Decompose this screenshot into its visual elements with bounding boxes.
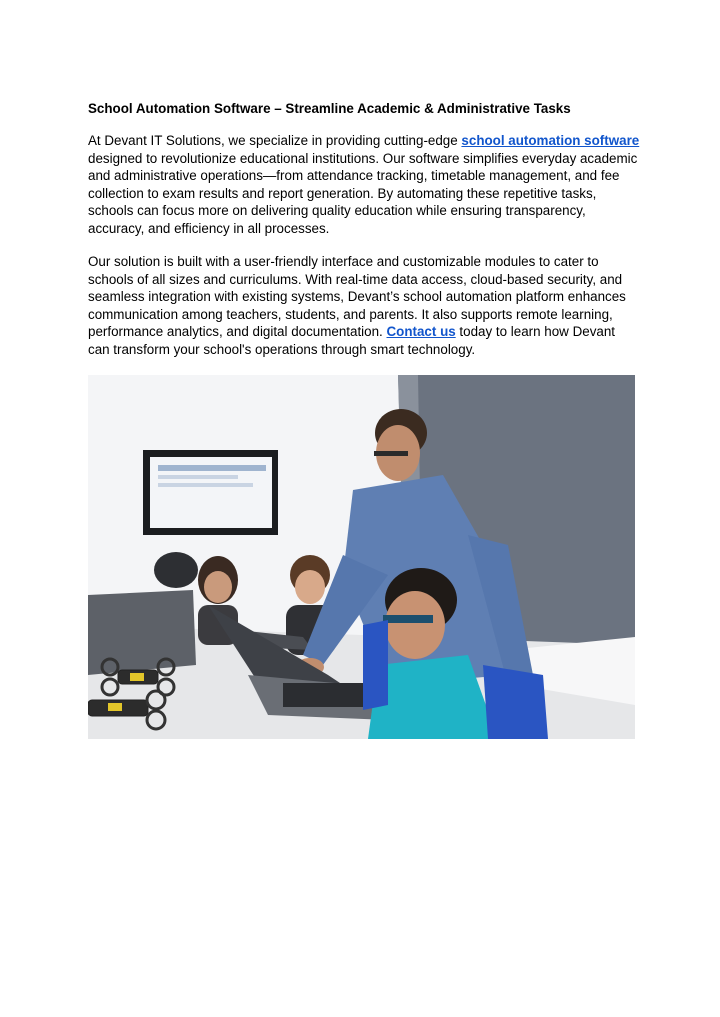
contact-us-link[interactable]: Contact us bbox=[386, 324, 456, 340]
classroom-illustration bbox=[88, 375, 635, 739]
school-automation-software-link[interactable]: school automation software bbox=[461, 133, 640, 148]
paragraph-solution-text-start: Our solution is built with a user-friendly interface and customizable modules to cater to schools of all sizes and curriculums. With real-time data access, cloud-based security, and seamless integration with existing systems, Devant’s school automation platform enhances communication among teachers, students, and parents. It also supports remote learning, performance analytics, and digital documentation. bbox=[88, 254, 626, 340]
paragraph-intro-text-start: At Devant IT Solutions, we specialize in providing cutting-edge bbox=[88, 133, 462, 148]
paragraph-solution-text-end: today to learn how Devant can transform your school's operations through smart technology. bbox=[88, 324, 615, 357]
paragraph-solution bbox=[88, 253, 640, 359]
classroom-photo bbox=[88, 375, 635, 739]
paragraph-intro bbox=[88, 132, 640, 238]
document-title: School Automation Software – Streamline Academic & Administrative Tasks bbox=[88, 101, 571, 116]
paragraph-intro-text-end: designed to revolutionize educational institutions. Our software simplifies everyday academic and administrative operations—from attendance tracking, timetable management, and fee collection to exam results and report generation. By automating these repetitive tasks, schools can focus more on delivering quality education while ensuring transparency, accuracy, and efficiency in all processes. bbox=[88, 150, 638, 236]
